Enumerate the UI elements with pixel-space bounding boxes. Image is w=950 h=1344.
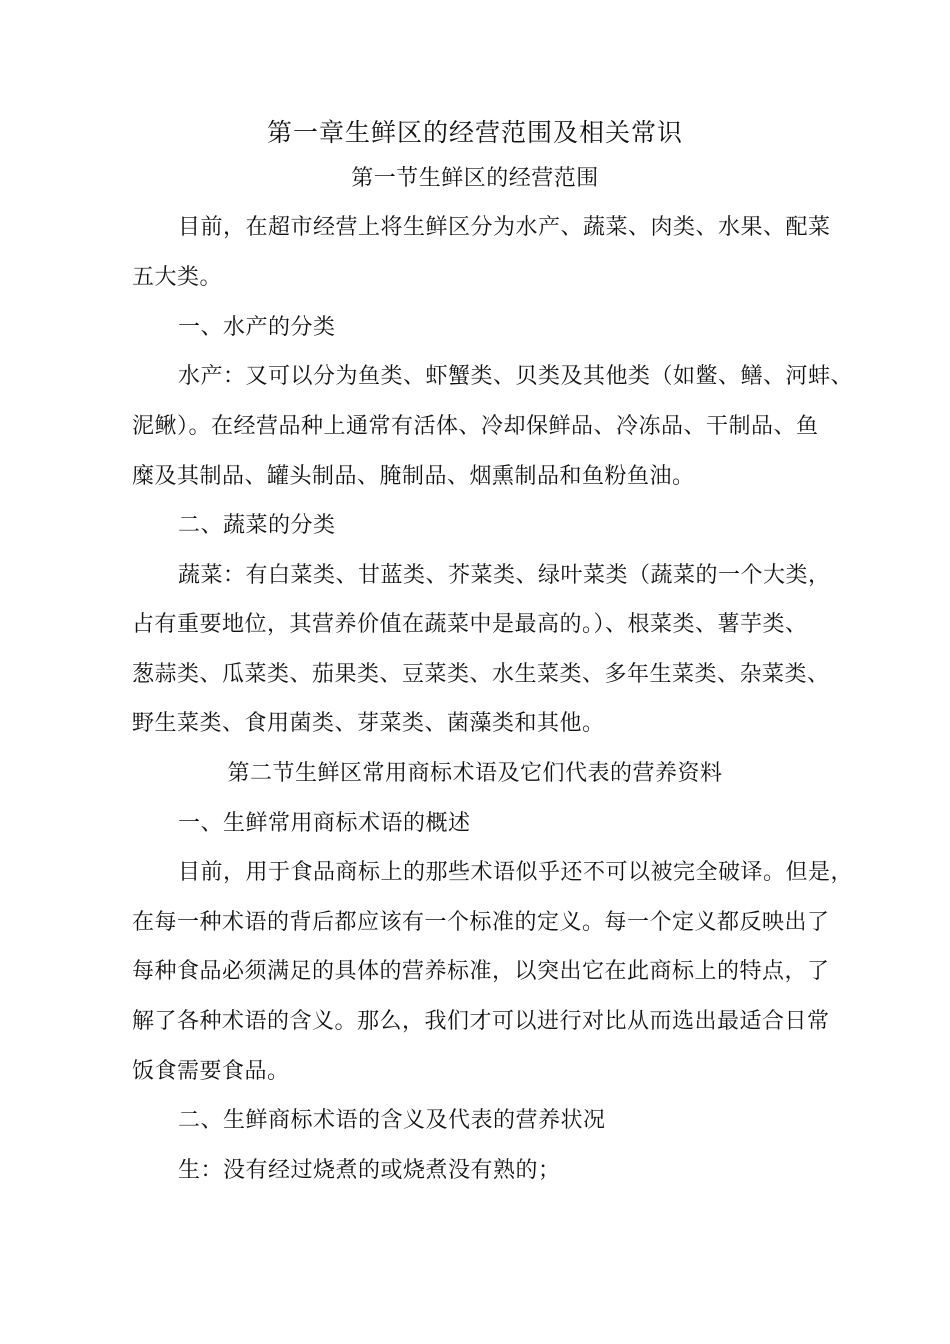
subheading-meaning: 二、生鲜商标术语的含义及代表的营养状况	[178, 1108, 606, 1133]
subheading-terms: 一、生鲜常用商标术语的概述	[178, 811, 471, 836]
paragraph-line: 泥鳅）。在经营品种上通常有活体、冷却保鲜品、冷冻品、干制品、鱼	[132, 414, 819, 439]
paragraph-line: 葱蒜类、瓜菜类、茄果类、豆菜类、水生菜类、多年生菜类、杂菜类、	[132, 662, 830, 687]
paragraph-line: 目前，在超市经营上将生鲜区分为水产、蔬菜、肉类、水果、配菜	[178, 215, 831, 240]
paragraph-line: 解了各种术语的含义。那么，我们才可以进行对比从而选出最适合日常	[132, 1009, 830, 1034]
paragraph-line: 五大类。	[132, 265, 223, 290]
paragraph-line: 水产：又可以分为鱼类、虾蟹类、贝类及其他类（如鳖、鳝、河蚌、	[178, 364, 854, 389]
paragraph-line: 占有重要地位，其营养价值在蔬菜中是最高的。）、根菜类、薯芋类、	[132, 612, 808, 637]
paragraph-line: 饭食需要食品。	[132, 1059, 290, 1084]
subheading-aquatic: 一、水产的分类	[178, 315, 336, 340]
paragraph-line: 生：没有经过烧煮的或烧煮没有熟的；	[178, 1158, 561, 1183]
subheading-vegetable: 二、蔬菜的分类	[178, 513, 336, 538]
paragraph-line: 蔬菜：有白菜类、甘蓝类、芥菜类、绿叶菜类（蔬菜的一个大类，	[178, 563, 831, 588]
paragraph-line: 每种食品必须满足的具体的营养标准，以突出它在此商标上的特点，了	[132, 959, 830, 984]
chapter-title: 第一章生鲜区的经营范围及相关常识	[266, 118, 683, 147]
paragraph-line: 目前，用于食品商标上的那些术语似乎还不可以被完全破译。但是，	[178, 860, 854, 885]
section-title-1: 第一节生鲜区的经营范围	[351, 166, 599, 191]
paragraph-line: 在每一种术语的背后都应该有一个标准的定义。每一个定义都反映出了	[132, 910, 830, 935]
paragraph-line: 野生菜类、食用菌类、芽菜类、菌藻类和其他。	[132, 711, 605, 736]
paragraph-line: 糜及其制品、罐头制品、腌制品、烟熏制品和鱼粉鱼油。	[132, 464, 695, 489]
section-title-2: 第二节生鲜区常用商标术语及它们代表的营养资料	[227, 761, 723, 786]
